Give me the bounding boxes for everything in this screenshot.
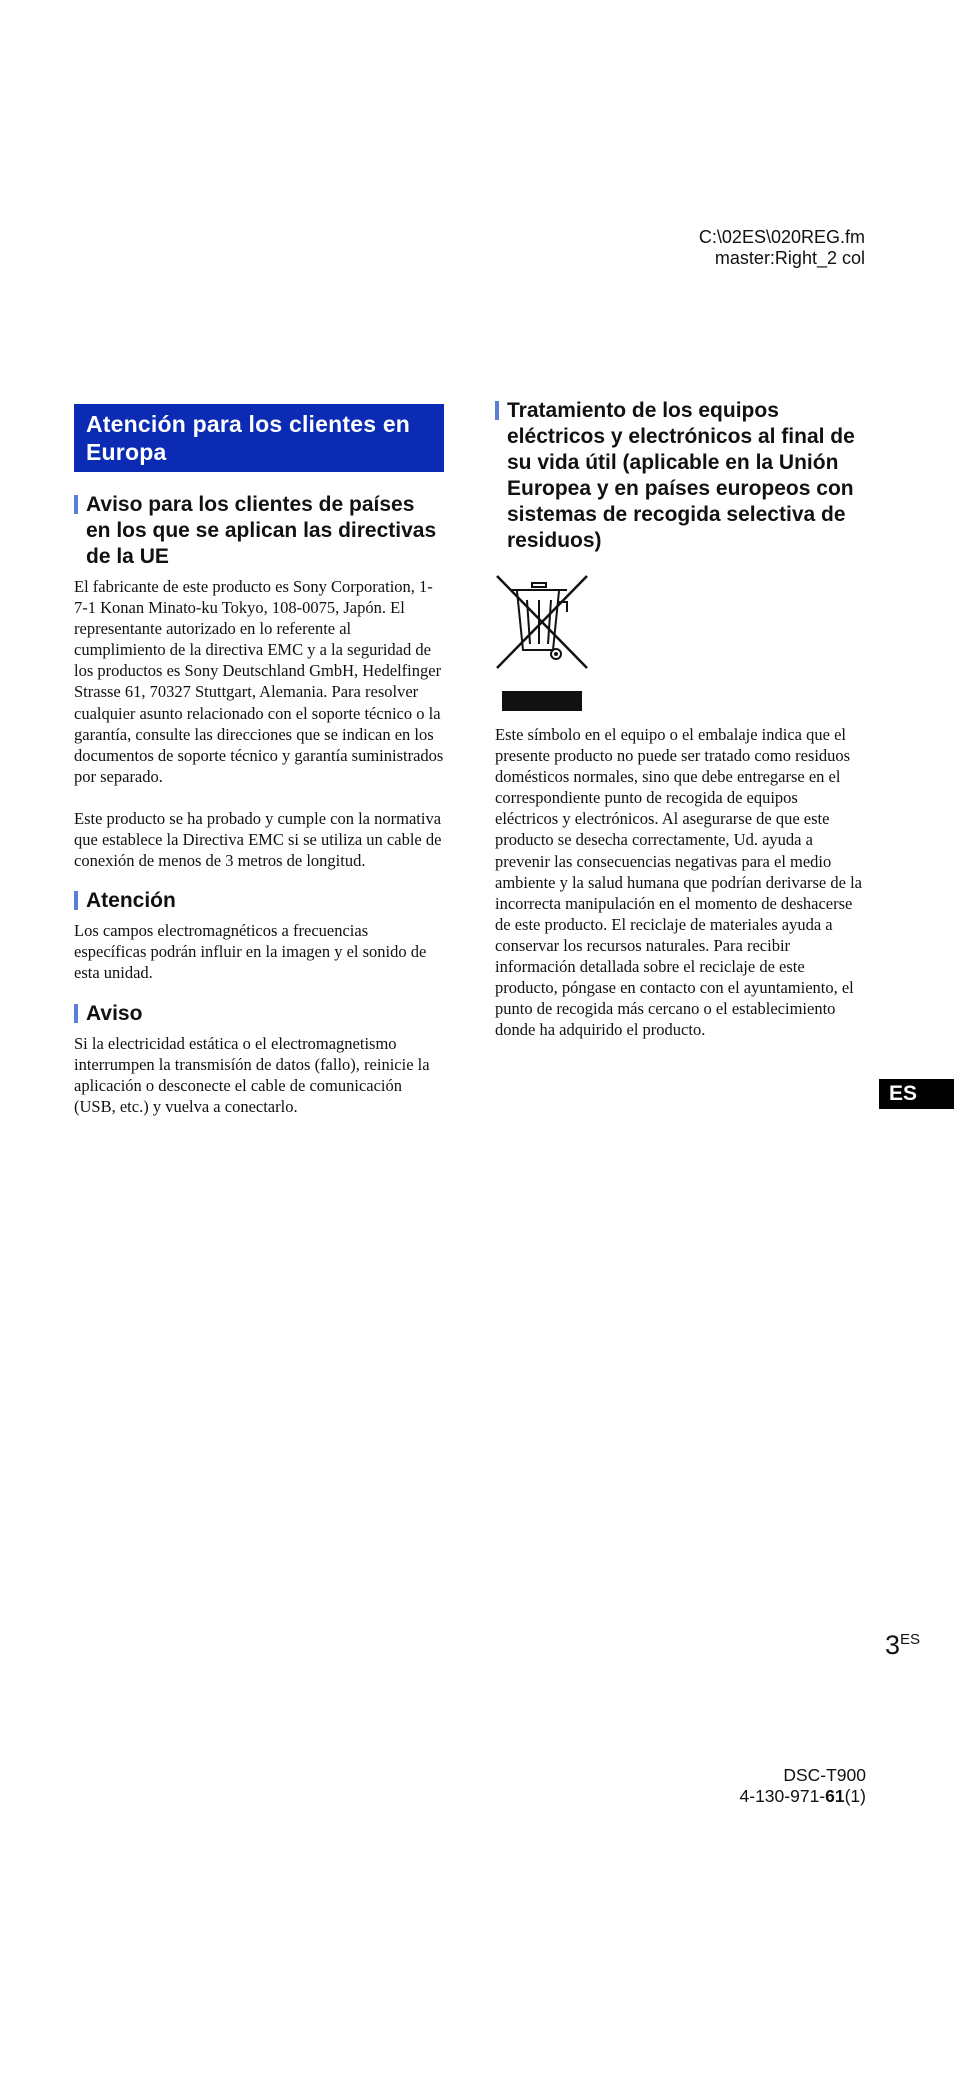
model-name: DSC-T900 (783, 1765, 866, 1785)
heading-marker (74, 1004, 78, 1023)
heading-marker (495, 401, 499, 420)
page-number (885, 1630, 920, 1661)
heading-marker (74, 891, 78, 910)
heading-weee-text: Tratamiento de los equipos eléctricos y electrónicos al final de su vida útil (aplicable en la Unión Europea y en países europeos con sistemas de recogida selectiva de residuos) (507, 399, 855, 552)
language-tab: ES (879, 1079, 954, 1109)
page-number-value: 3 (885, 1630, 901, 1660)
weee-paragraph: Este símbolo en el equipo o el embalaje indica que el presente producto no puede ser tratado como residuos domésticos normales, sino que debe entregarse en el correspondiente punto de recogida de equipos eléctricos y electrónicos. Al asegurarse de que este producto se desecha correctamente, Ud. ayuda a prevenir las consecuencias negativas para el medio ambiente y la salud humana que podrían derivarse de la incorrecta manipulación en el momento de deshacerse de este producto. El reciclaje de materiales ayuda a conservar los recursos naturales. Para recibir información detallada sobre el reciclaje de este producto, póngase en contacto con el ayuntamiento, el punto de recogida más cercano o el establecimiento donde ha adquirido el producto. (495, 725, 862, 1040)
heading-atencion-text: Atención (86, 889, 176, 913)
file-path: C:\02ES\020REG.fm (698, 227, 865, 247)
footer (740, 1765, 866, 1807)
heading-atencion (74, 888, 444, 914)
heading-aviso (74, 1001, 444, 1027)
document-code (740, 1786, 866, 1807)
code-bold: 61 (825, 1786, 845, 1806)
heading-weee (495, 398, 865, 554)
weee-crossed-bin-icon (495, 574, 591, 714)
page-number-suffix: ES (900, 1631, 921, 1648)
code-suffix: (1) (844, 1786, 866, 1806)
header-file-info (699, 227, 865, 269)
code-prefix: 4-130-971- (739, 1786, 826, 1806)
electromagnetic-paragraph: Los campos electromagnéticos a frecuencias específicas podrán influir en la imagen y el sonido de esta unidad. (74, 921, 427, 983)
manufacturer-paragraph: El fabricante de este producto es Sony Corporation, 1-7-1 Konan Minato-ku Tokyo, 108-0075, Japón. El representante autorizado en lo referente al cumplimiento de la directiva EMC y a la seguridad de los productos es Sony Deutschland GmbH, Hedelfinger Strasse 61, 70327 Stuttgart, Alemania. Para resolver cualquier asunto relacionado con el soporte técnico o la garantía, consulte las direcciones que se indican en los documentos de soporte técnico y garantía suministrados por separado. (74, 577, 444, 786)
master-page: master:Right_2 col (714, 248, 865, 268)
static-electricity-paragraph: Si la electricidad estática o el electromagnetismo interrumpen la transmisíón de datos (fallo), reinicie la aplicación o desconecte el cable de comunicación (USB, etc.) y vuelva a conectarlo. (74, 1033, 430, 1116)
section-banner: Atención para los clientes en Europa (74, 404, 444, 472)
heading-eu-notice-text: Aviso para los clientes de países en los que se aplican las directivas de la UE (86, 493, 437, 568)
heading-eu-notice (74, 492, 444, 570)
heading-marker (74, 495, 78, 514)
left-column (74, 404, 444, 1117)
right-column (495, 398, 865, 1040)
emc-paragraph: Este producto se ha probado y cumple con la normativa que establece la Directiva EMC si se utiliza un cable de conexión de menos de 3 metros de longitud. (74, 808, 442, 871)
heading-aviso-text: Aviso (86, 1001, 143, 1025)
